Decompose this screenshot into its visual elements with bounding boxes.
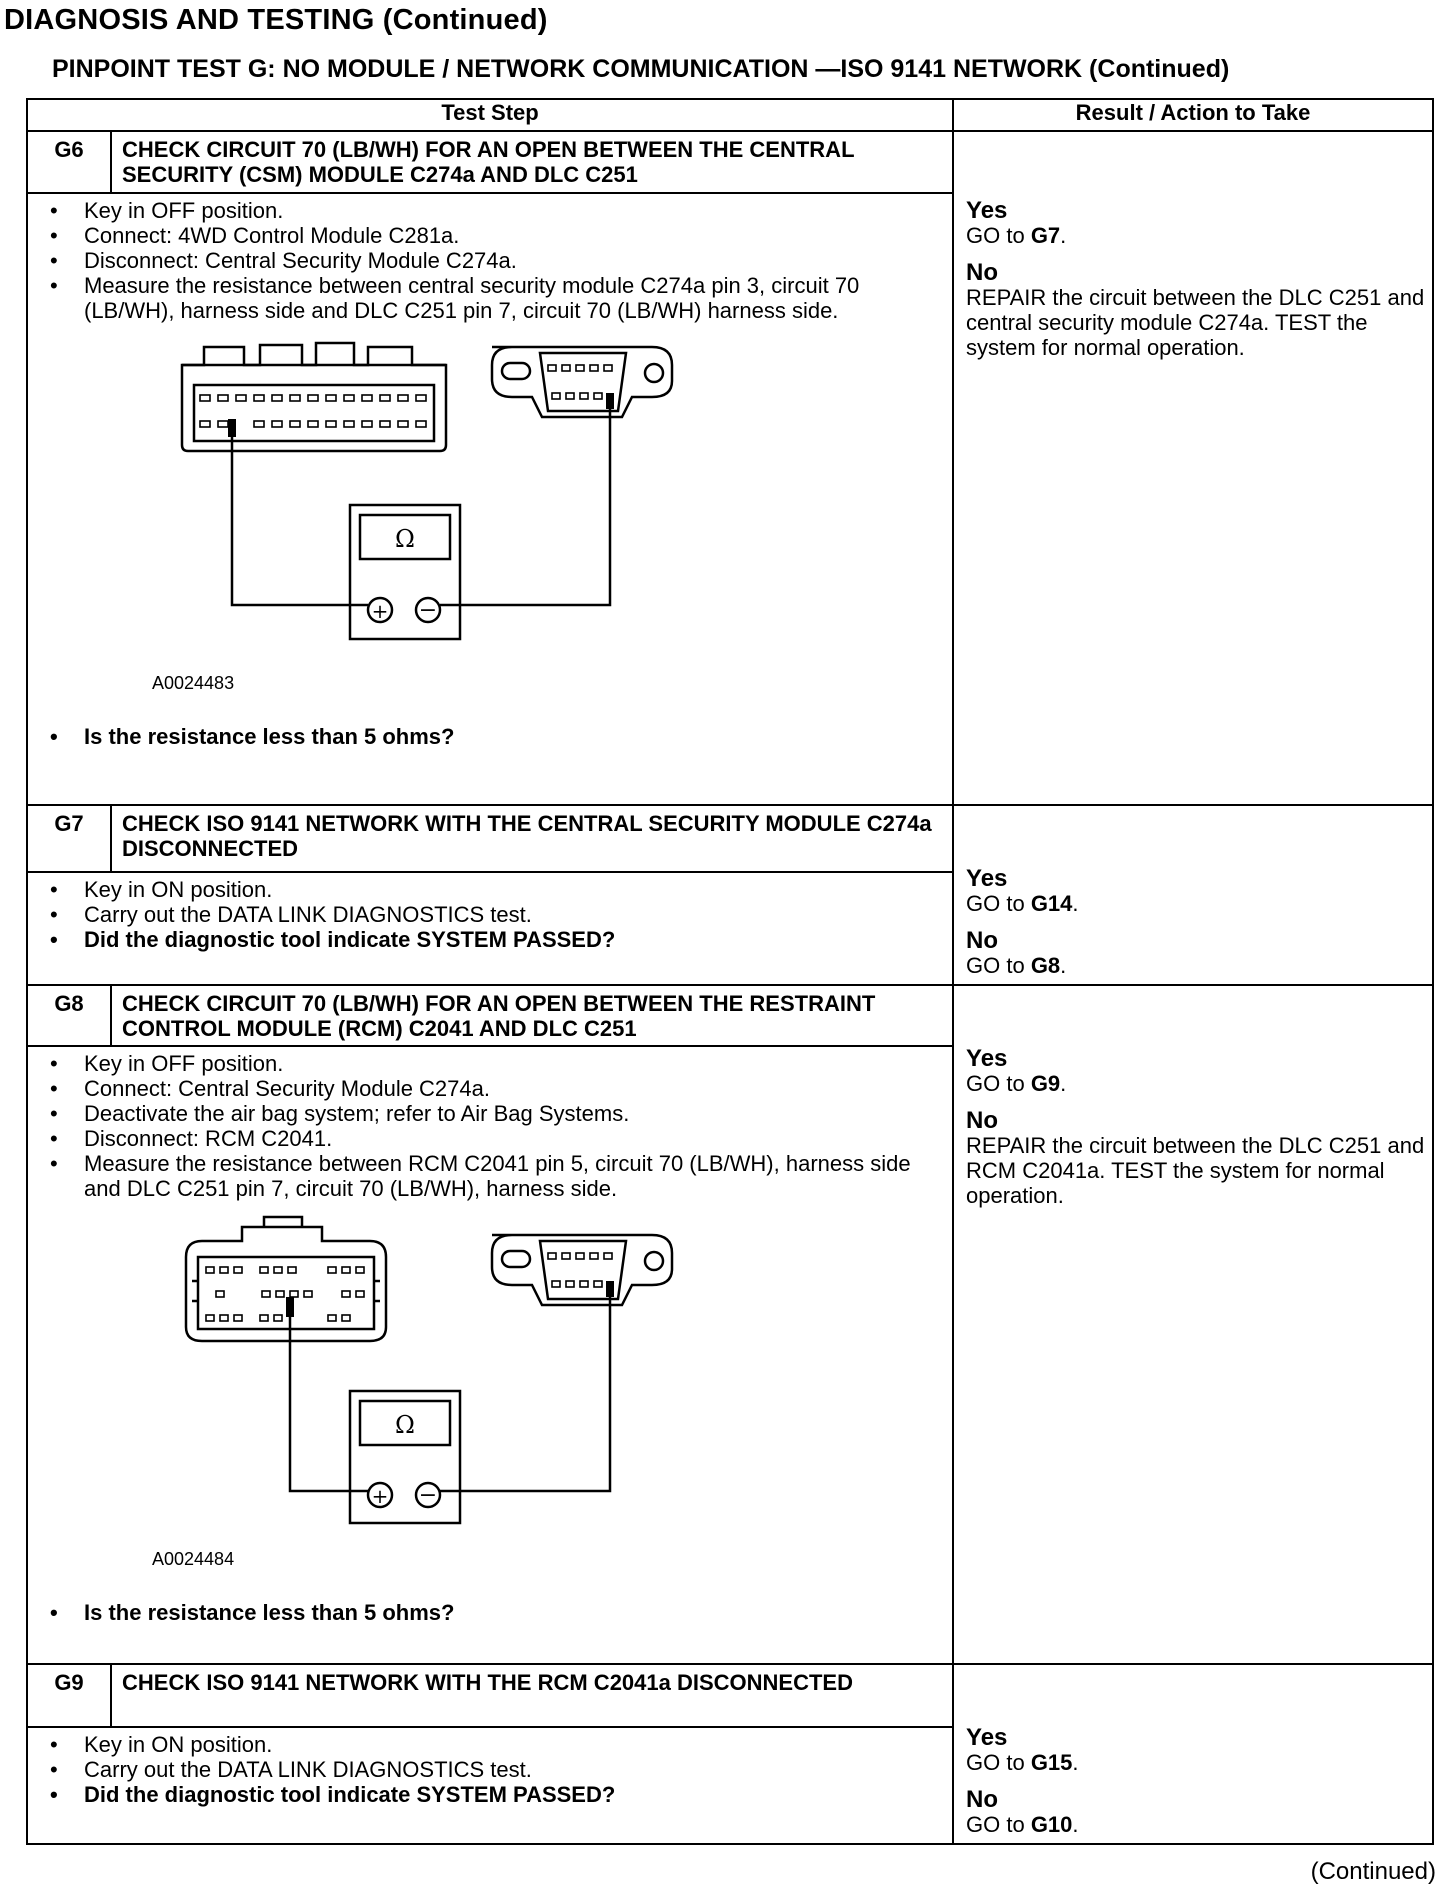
yes-action: GO to G15. — [966, 1750, 1079, 1775]
yes-target: G15 — [1030, 1750, 1073, 1775]
step-body — [27, 193, 953, 805]
no-target: G10 — [1030, 1812, 1073, 1837]
step-g6-title-row — [27, 131, 1433, 193]
step-question — [42, 724, 944, 749]
step-body — [27, 1727, 953, 1844]
step-g6-result — [953, 131, 1433, 805]
yes-label: Yes — [966, 1724, 1008, 1751]
step-question — [42, 1600, 944, 1625]
question-text: • Is the resistance less than 5 ohms? — [42, 1600, 944, 1625]
question-text: • Did the diagnostic tool indicate SYSTEM PASSED? — [42, 1782, 944, 1807]
step-title: CHECK ISO 9141 NETWORK WITH THE CENTRAL SECURITY MODULE C274a DISCONNECTED — [111, 805, 953, 872]
svg-text:−: − — [418, 1483, 438, 1508]
header-test-step: Test Step — [27, 99, 953, 131]
list-item: • Connect: Central Security Module C274a. — [42, 1076, 944, 1101]
list-item: • Deactivate the air bag system; refer to Air Bag Systems. — [42, 1101, 944, 1126]
step-title: CHECK ISO 9141 NETWORK WITH THE RCM C2041a DISCONNECTED — [111, 1664, 953, 1727]
step-id: G8 — [27, 985, 111, 1046]
step-g7-title-row — [27, 805, 1433, 872]
no-label: No — [966, 1107, 999, 1134]
table-header-row — [27, 99, 1433, 131]
step-g9-title-row — [27, 1664, 1433, 1727]
svg-text:+: + — [371, 1484, 389, 1508]
list-item: • Measure the resistance between RCM C2041 pin 5, circuit 70 (LB/WH), harness side and DLC C251 pin 7, circuit 70 (LB/WH), harness side. — [42, 1151, 944, 1201]
no-target: G8 — [1030, 953, 1061, 978]
no-action: GO to G8. — [966, 953, 1067, 978]
question-text: • Did the diagnostic tool indicate SYSTEM PASSED? — [42, 927, 944, 952]
step-title: CHECK CIRCUIT 70 (LB/WH) FOR AN OPEN BETWEEN THE RESTRAINT CONTROL MODULE (RCM) C2041 AND DLC C251 — [111, 985, 953, 1046]
step-g7-result — [953, 805, 1433, 985]
svg-text:+: + — [371, 599, 389, 623]
yes-action: GO to G9. — [966, 1071, 1067, 1096]
ohm-symbol: Ω — [395, 1411, 415, 1439]
no-label: No — [966, 1786, 999, 1813]
list-item: • Connect: 4WD Control Module C281a. — [42, 223, 944, 248]
list-item: • Disconnect: Central Security Module C274a. — [42, 248, 944, 273]
step-title: CHECK CIRCUIT 70 (LB/WH) FOR AN OPEN BETWEEN THE CENTRAL SECURITY (CSM) MODULE C274a AND DLC C251 — [111, 131, 953, 193]
step-id: G9 — [27, 1664, 111, 1727]
wiring-diagram-csm-dlc — [132, 335, 752, 665]
no-label: No — [966, 927, 999, 954]
step-bullets — [42, 1051, 944, 1201]
step-g9-result — [953, 1664, 1433, 1844]
list-item: • Key in OFF position. — [42, 1051, 944, 1076]
svg-text:−: − — [418, 598, 438, 623]
no-action: REPAIR the circuit between the DLC C251 and central security module C274a. TEST the system for normal operation. — [966, 285, 1425, 360]
page-subtitle: PINPOINT TEST G: NO MODULE / NETWORK COMMUNICATION —ISO 9141 NETWORK (Continued) — [52, 55, 1230, 83]
no-label: No — [966, 259, 999, 286]
no-action: REPAIR the circuit between the DLC C251 and RCM C2041a. TEST the system for normal operation. — [966, 1133, 1425, 1208]
ohm-symbol: Ω — [395, 525, 415, 553]
yes-label: Yes — [966, 197, 1008, 224]
step-g8-result — [953, 985, 1433, 1664]
step-id: G7 — [27, 805, 111, 872]
yes-label: Yes — [966, 1045, 1008, 1072]
step-bullets — [42, 1732, 944, 1807]
yes-target: G14 — [1030, 891, 1073, 916]
list-item: • Key in OFF position. — [42, 198, 944, 223]
continued-footer: (Continued) — [1310, 1858, 1436, 1885]
page-title: DIAGNOSIS AND TESTING (Continued) — [4, 4, 548, 36]
step-g8-title-row — [27, 985, 1433, 1046]
yes-target: G7 — [1030, 223, 1061, 248]
step-id: G6 — [27, 131, 111, 193]
no-action: GO to G10. — [966, 1812, 1079, 1837]
yes-target: G9 — [1030, 1071, 1061, 1096]
list-item: • Key in ON position. — [42, 877, 944, 902]
wiring-diagram-rcm-dlc — [132, 1211, 752, 1541]
yes-action: GO to G14. — [966, 891, 1079, 916]
header-result-action: Result / Action to Take — [953, 99, 1433, 131]
step-body — [27, 872, 953, 985]
list-item: • Measure the resistance between central security module C274a pin 3, circuit 70 (LB/WH), harness side and DLC C251 pin 7, circuit 70 (LB/WH) harness side. — [42, 273, 944, 323]
step-bullets — [42, 198, 944, 323]
list-item: • Key in ON position. — [42, 1732, 944, 1757]
step-body — [27, 1046, 953, 1664]
list-item: • Carry out the DATA LINK DIAGNOSTICS test. — [42, 902, 944, 927]
figure-id: A0024483 — [152, 673, 235, 693]
figure-id: A0024484 — [152, 1549, 235, 1569]
yes-action: GO to G7. — [966, 223, 1067, 248]
step-bullets — [42, 877, 944, 952]
pinpoint-test-table — [26, 98, 1434, 1845]
yes-label: Yes — [966, 865, 1008, 892]
question-text: • Is the resistance less than 5 ohms? — [42, 724, 944, 749]
list-item: • Carry out the DATA LINK DIAGNOSTICS test. — [42, 1757, 944, 1782]
list-item: • Disconnect: RCM C2041. — [42, 1126, 944, 1151]
